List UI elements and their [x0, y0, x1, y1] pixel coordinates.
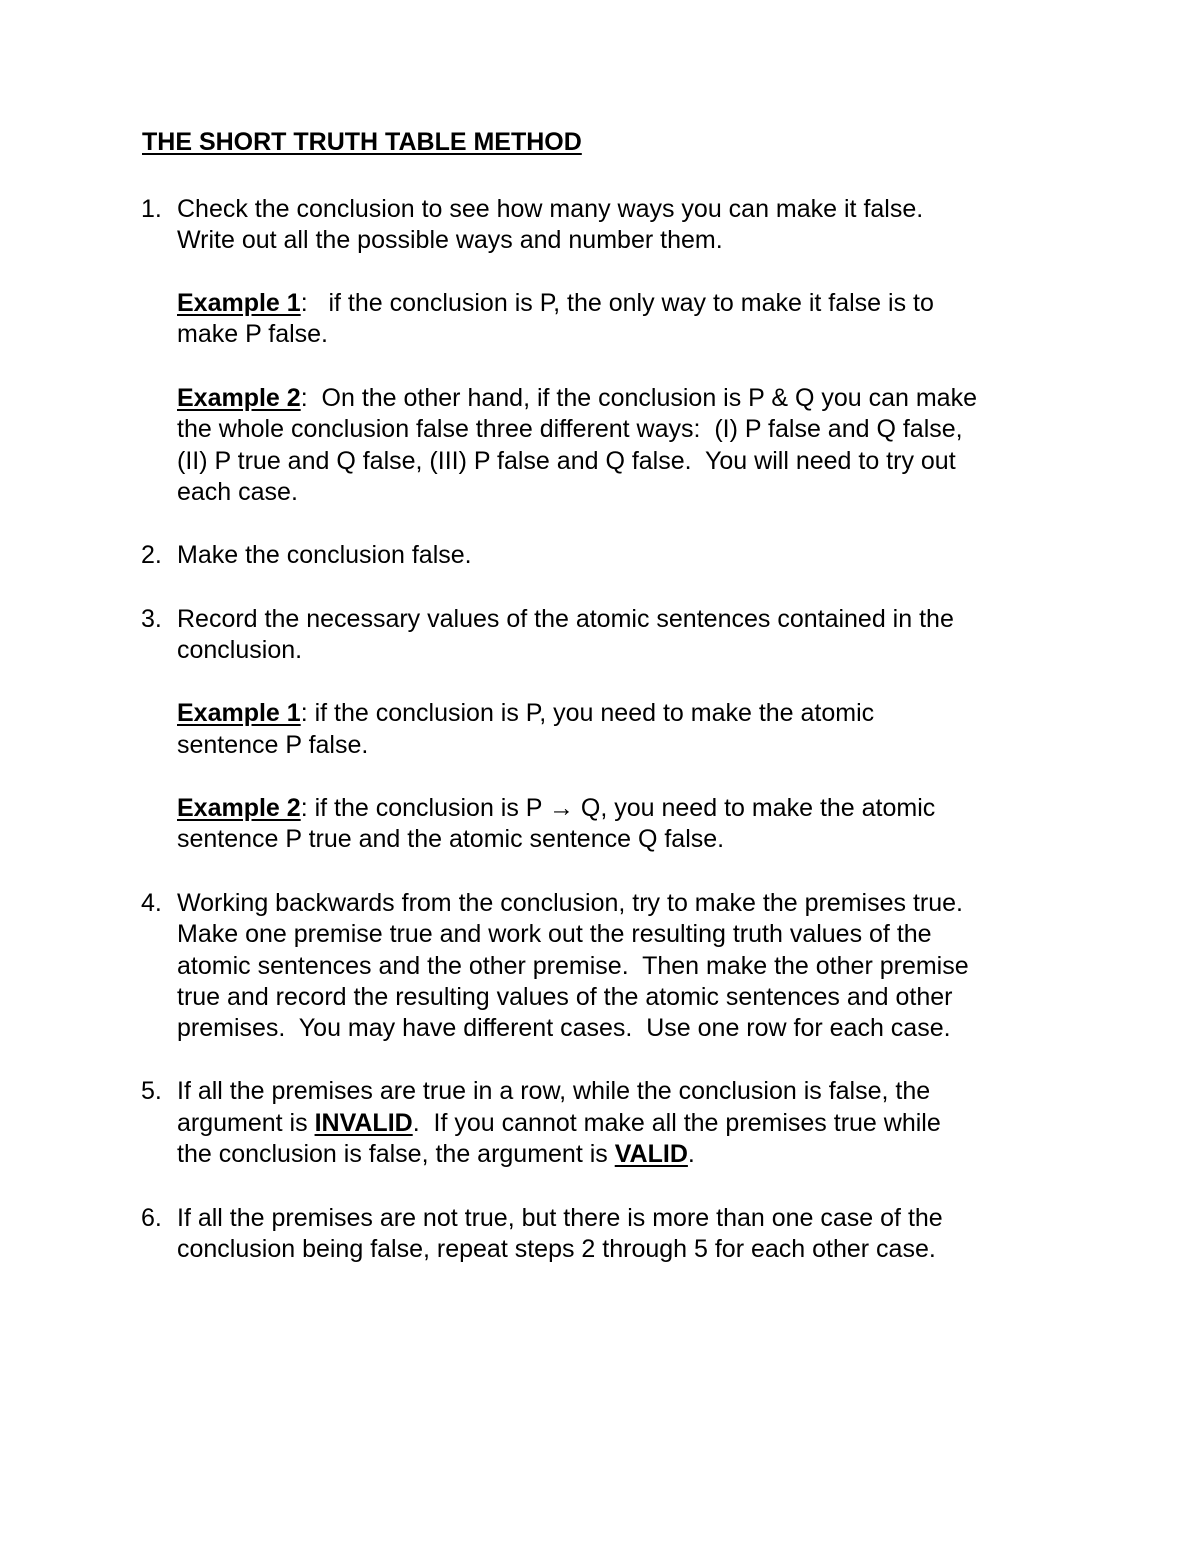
step-1-example-2-line-3: (II) P true and Q false, (III) P false and Q false. You will need to try out — [177, 447, 956, 475]
step-1-example-2-line-4: each case. — [177, 478, 298, 506]
example-label: Example 1 — [177, 289, 301, 317]
step-5-line-1: If all the premises are true in a row, while the conclusion is false, the — [177, 1077, 931, 1105]
step-4-line-2: Make one premise true and work out the resulting truth values of the — [177, 920, 932, 948]
example-label: Example 2 — [177, 794, 301, 822]
example-text: : On the other hand, if the conclusion is P & Q you can make — [300, 384, 977, 412]
step-6-line-2: conclusion being false, repeat steps 2 through 5 for each other case. — [177, 1235, 936, 1263]
step-5-line-3 — [177, 1140, 695, 1169]
step-5-line-3-text: the conclusion is false, the argument is — [177, 1140, 615, 1168]
step-6-line-1: If all the premises are not true, but there is more than one case of the — [177, 1204, 943, 1232]
step-3-line-1: Record the necessary values of the atomic sentences contained in the — [177, 605, 954, 633]
step-4-number: 4. — [141, 889, 162, 917]
step-3-line-2: conclusion. — [177, 636, 303, 664]
valid-keyword: VALID — [614, 1140, 688, 1168]
step-1-line-1: Check the conclusion to see how many ways you can make it false. — [177, 195, 924, 223]
step-1-example-2-line-2: the whole conclusion false three different ways: (I) P false and Q false, — [177, 415, 963, 443]
step-2-number: 2. — [141, 541, 162, 569]
invalid-keyword: INVALID — [314, 1109, 413, 1137]
step-1-example-2 — [177, 384, 977, 413]
step-5-line-2-text: argument is — [177, 1109, 315, 1137]
step-3-example-1-line-2: sentence P false. — [177, 731, 369, 759]
example-label: Example 2 — [177, 384, 301, 412]
step-6-number: 6. — [141, 1204, 162, 1232]
step-5-number: 5. — [141, 1077, 162, 1105]
example-text: : if the conclusion is P, you need to make the atomic — [300, 699, 875, 727]
step-3-example-1 — [177, 699, 874, 728]
step-5-line-3-rest: . — [687, 1140, 695, 1168]
step-4-line-1: Working backwards from the conclusion, try to make the premises true. — [177, 889, 963, 917]
step-3-example-2-line-2: sentence P true and the atomic sentence Q false. — [177, 825, 725, 853]
step-4-line-4: true and record the resulting values of the atomic sentences and other — [177, 983, 953, 1011]
step-3-number: 3. — [141, 605, 162, 633]
step-1-line-2: Write out all the possible ways and number them. — [177, 226, 723, 254]
step-3-example-2 — [177, 794, 935, 823]
step-5-line-2 — [177, 1109, 941, 1138]
page-title: THE SHORT TRUTH TABLE METHOD — [142, 128, 582, 156]
step-4-line-5: premises. You may have different cases. Use one row for each case. — [177, 1014, 951, 1042]
step-5-line-2-rest: . If you cannot make all the premises true while — [412, 1109, 941, 1137]
step-1-example-1 — [177, 289, 934, 318]
step-1-example-1-line-2: make P false. — [177, 320, 329, 348]
step-4-line-3: atomic sentences and the other premise. Then make the other premise — [177, 952, 969, 980]
example-text: : if the conclusion is P, the only way to make it false is to — [300, 289, 934, 317]
example-label: Example 1 — [177, 699, 301, 727]
example-text: : if the conclusion is P → Q, you need to make the atomic — [300, 794, 936, 822]
step-1-number: 1. — [141, 195, 162, 223]
step-2-line-1: Make the conclusion false. — [177, 541, 472, 569]
